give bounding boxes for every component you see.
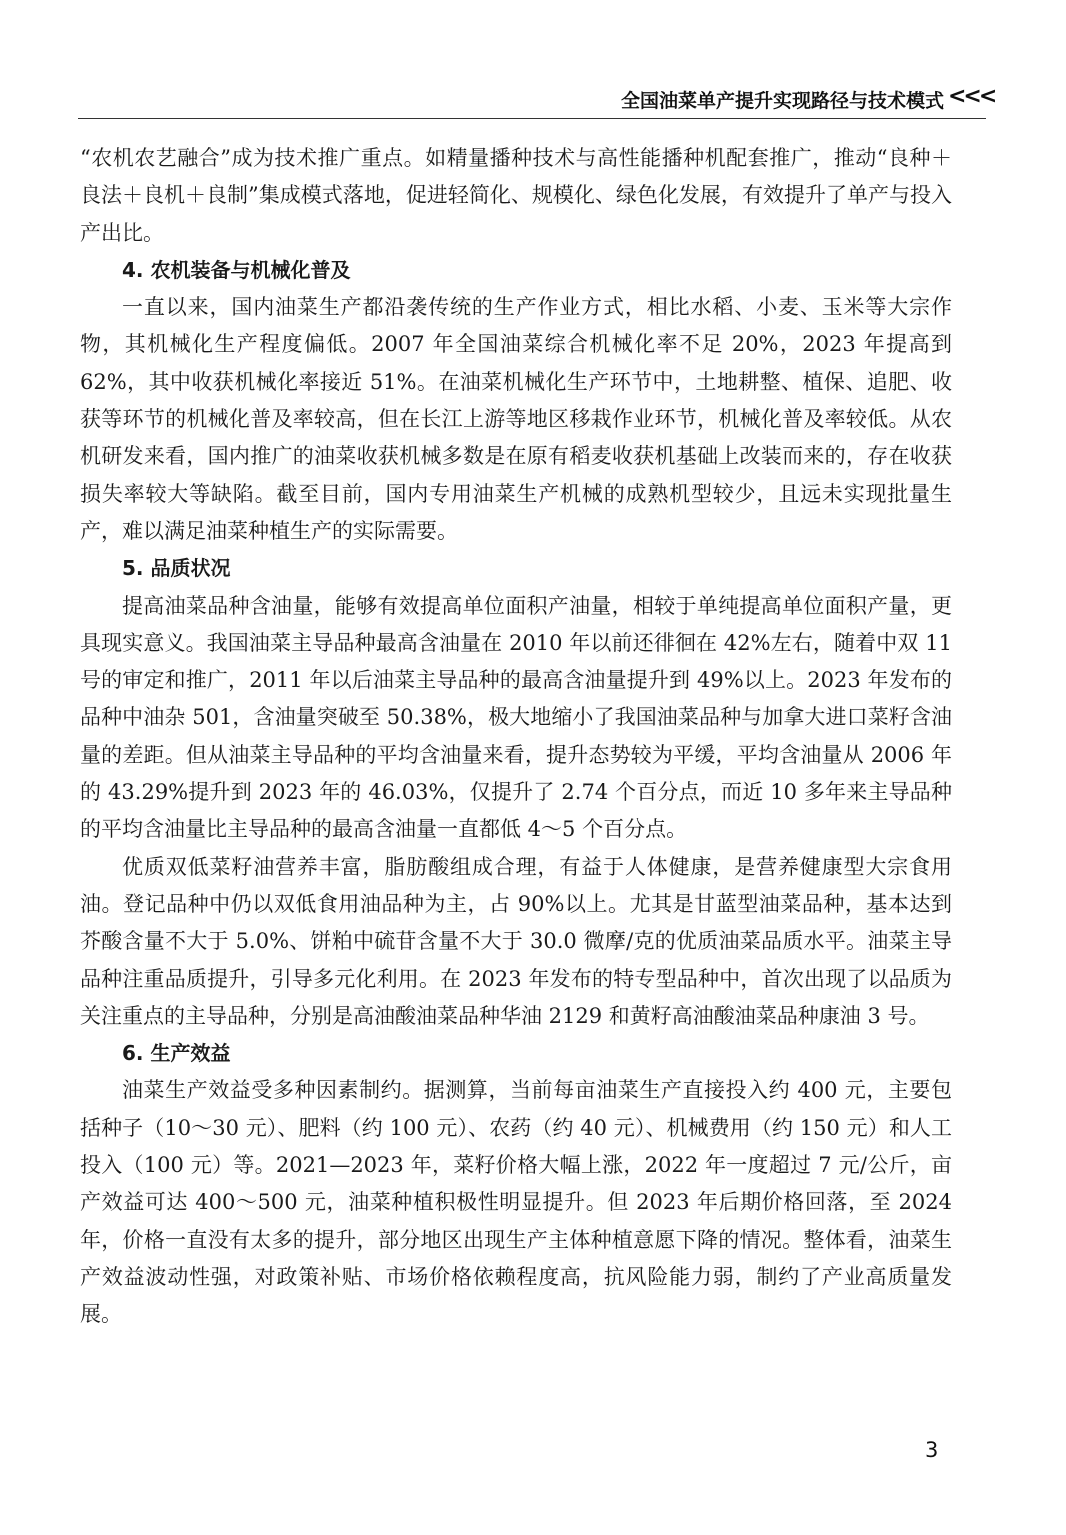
paragraph-benefit: 油菜生产效益受多种因素制约。据测算，当前每亩油菜生产直接投入约 400 元，主要包括种子（10～30 元）、肥料（约 100 元）、农药（约 40 元）、机械费用（约 150 元）和人工投入（100 元）等。2021—2023 年，菜籽价格大幅上涨，2022 年一度超过 7 元/公斤，亩产效益可达 400～500 元，油菜种植积极性明显提升。但 2023 年后期价格回落，至 2024 年，价格一直没有太多的提升，部分地区出现生产主体种植意愿下降的情况。整体看，油菜生产效益波动性强，对政策补贴、市场价格依赖程度高，抗风险能力弱，制约了产业高质量发展。 bbox=[80, 1078, 952, 1327]
section-heading-6: 6. 生产效益 bbox=[122, 1041, 231, 1066]
paragraph-intro: “农机农艺融合”成为技术推广重点。如精量播种技术与高性能播种机配套推广，推动“良种＋良法＋良机＋良制”集成模式落地，促进轻简化、规模化、绿色化发展，有效提升了单产与投入产出比。 bbox=[80, 146, 952, 245]
paragraph-mechanization: 一直以来，国内油菜生产都沿袭传统的生产作业方式，相比水稻、小麦、玉米等大宗作物，其机械化生产程度偏低。2007 年全国油菜综合机械化率不足 20%，2023 年提高到 62%，其中收获机械化率接近 51%。在油菜机械化生产环节中，土地耕整、植保、追肥、收获等环节的机械化普及率较高，但在长江上游等地区移栽作业环节，机械化普及率较低。从农机研发来看，国内推广的油菜收获机械多数是在原有稻麦收获机基础上改装而来的，存在收获损失率较大等缺陷。截至目前，国内专用油菜生产机械的成熟机型较少，且远未实现批量生产，难以满足油菜种植生产的实际需要。 bbox=[80, 295, 952, 543]
header-rule bbox=[78, 118, 986, 119]
section-heading-5: 5. 品质状况 bbox=[122, 556, 231, 581]
page-number: 3 bbox=[925, 1438, 939, 1462]
paragraph-quality: 优质双低菜籽油营养丰富，脂肪酸组成合理，有益于人体健康，是营养健康型大宗食用油。登记品种中仍以双低食用油品种为主，占 90%以上。尤其是甘蓝型油菜品种，基本达到芥酸含量不大于 5.0%、饼粕中硫苷含量不大于 30.0 微摩/克的优质油菜品质水平。油菜主导品种注重品质提升，引导多元化利用。在 2023 年发布的特专型品种中，首次出现了以品质为关注重点的主导品种，分别是高油酸油菜品种华油 2129 和黄籽高油酸油菜品种康油 3 号。 bbox=[80, 854, 952, 1028]
paragraph-oil-content: 提高油菜品种含油量，能够有效提高单位面积产油量，相较于单纯提高单位面积产量，更具现实意义。我国油菜主导品种最高含油量在 2010 年以前还徘徊在 42%左右，随着中双 11 号的审定和推广，2011 年以后油菜主导品种的最高含油量提升到 49%以上。2023 年发布的品种中油杂 501，含油量突破至 50.38%，极大地缩小了我国油菜品种与加拿大进口菜籽含油量的差距。但从油菜主导品种的平均含油量来看，提升态势较为平缓，平均含油量从 2006 年的 43.29%提升到 2023 年的 46.03%，仅提升了 2.74 个百分点，而近 10 多年来主导品种的平均含油量比主导品种的最高含油量一直都低 4～5 个百分点。 bbox=[80, 593, 952, 842]
body-text bbox=[80, 140, 952, 1334]
running-header: 全国油菜单产提升实现路径与技术模式 bbox=[620, 90, 944, 112]
header-chevron-marks: <<< bbox=[948, 84, 995, 109]
section-heading-4: 4. 农机装备与机械化普及 bbox=[122, 257, 351, 282]
